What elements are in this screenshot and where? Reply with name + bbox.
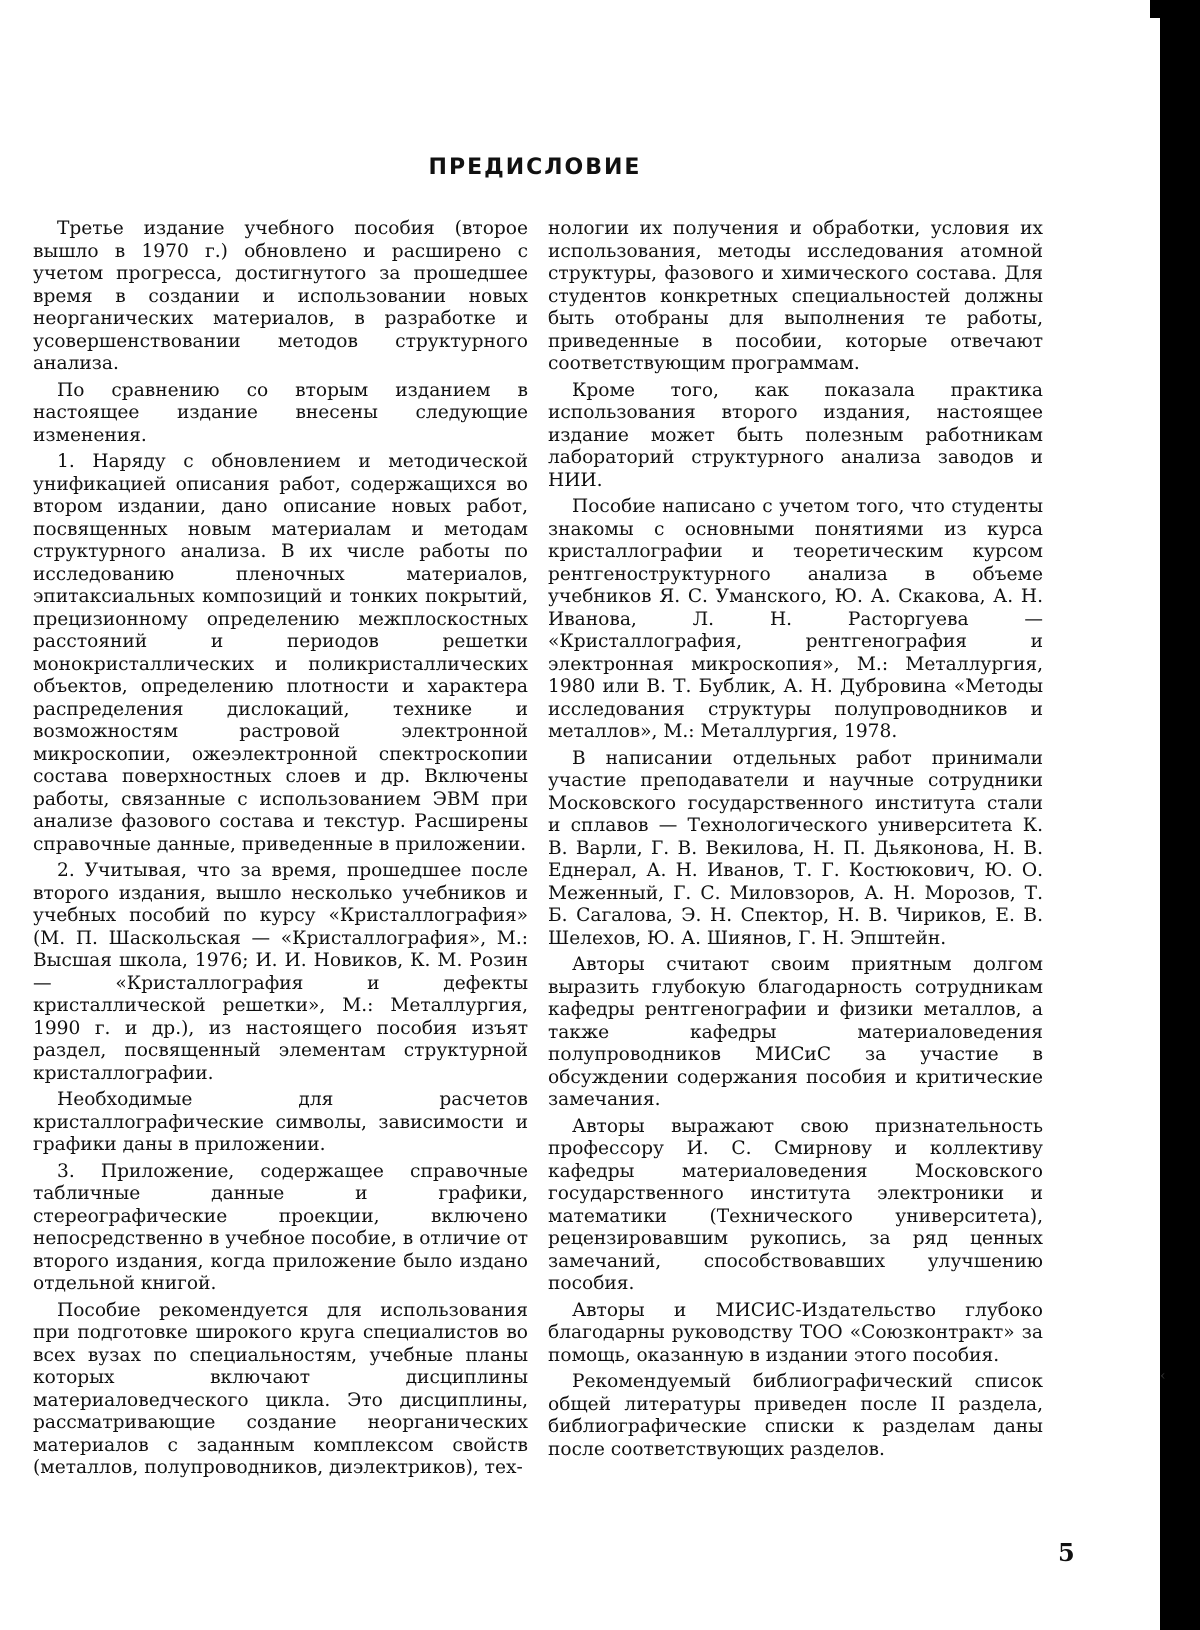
paragraph: Третье издание учебного пособия (второе вышло в 1970 г.) обновлено и расширено с учетом прогресса, достигнутого за прошедшее время в создании и использовании новых неорганических материалов, в разработке и усовершенствовании методов структурного анализа. <box>33 218 528 374</box>
paragraph: Пособие написано с учетом того, что студенты знакомы с основными понятиями из курса кристаллографии и теоретическим курсом рентгеноструктурного анализа в объеме учебников Я. С. Уманского, Ю. А. Скакова, А. Н. Иванова, Л. Н. Расторгуева — «Кристаллография, рентгенография и электронная микроскопия», М.: Металлургия, 1980 или В. Т. Бублик, А. Н. Дубровина «Методы исследования структуры полупроводников и металлов», М.: Металлургия, 1978. <box>548 496 1043 742</box>
paragraph: 2. Учитывая, что за время, прошедшее после второго издания, вышло несколько учебников и учебных пособий по курсу «Кристаллография» (М. П. Шаскольская — «Кристаллография», М.: Высшая школа, 1976; И. И. Новиков, К. М. Розин — «Кристаллография и дефекты кристаллической решетки», М.: Металлургия, 1990 г. и др.), из настоящего пособия изъят раздел, посвященный элементам структурной кристаллографии. <box>33 860 528 1084</box>
page-number: 5 <box>1058 1538 1075 1567</box>
paragraph-continuation: нологии их получения и обработки, условия их использования, методы исследования атомной структуры, фазового и химического состава. Для студентов конкретных специальностей должны быть отобраны для выполнения те работы, приведенные в пособии, которые отвечают соответствующим программам. <box>548 218 1043 374</box>
margin-mark: ‹ <box>1160 1368 1166 1384</box>
paragraph: В написании отдельных работ принимали участие преподаватели и научные сотрудники Московского государственного института стали и сплавов — Технологического университета К. В. Варли, Г. В. Векилова, Н. П. Дьяконова, Н. В. Еднерал, А. Н. Иванов, Т. Г. Костюкович, Ю. О. Меженный, Г. С. Миловзоров, А. Н. Морозов, Т. Б. Сагалова, Э. Н. Спектор, Н. В. Чириков, Е. В. Шелехов, Ю. А. Шиянов, Г. Н. Эпштейн. <box>548 747 1043 949</box>
paragraph: Рекомендуемый библиографический список общей литературы приведен после II раздела, библиографические списки к разделам даны после соответствующих разделов. <box>548 1371 1043 1460</box>
paragraph: Необходимые для расчетов кристаллографические символы, зависимости и графики даны в приложении. <box>33 1089 528 1155</box>
paragraph: Авторы и МИСИС-Издательство глубоко благодарны руководству ТОО «Союзконтракт» за помощь, оказанную в издании этого пособия. <box>548 1299 1043 1366</box>
right-column <box>548 218 1043 1465</box>
paragraph: Авторы считают своим приятным долгом выразить глубокую благодарность сотрудникам кафедры рентгенографии и физики металлов, а также кафедры материаловедения полупроводников МИСиС за участие в обсуждении содержания пособия и критические замечания. <box>548 954 1043 1110</box>
page-title: ПРЕДИСЛОВИЕ <box>428 154 642 180</box>
scan-edge-notch <box>1150 0 1160 18</box>
scan-edge-bar <box>1160 0 1200 1630</box>
paragraph: 1. Наряду с обновлением и методической унификацией описания работ, содержащихся во втором издании, дано описание новых работ, посвященных новым материалам и методам структурного анализа. В их числе работы по исследованию пленочных материалов, эпитаксиальных композиций и тонких покрытий, прецизионному определению межплоскостных расстояний и периодов решетки монокристаллических и поликристаллических объектов, определению плотности и характера распределения дислокаций, технике и возможностям растровой электронной микроскопии, ожеэлектронной спектроскопии состава поверхностных слоев и др. Включены работы, связанные с использованием ЭВМ при анализе фазового состава и текстур. Расширены справочные данные, приведенные в приложении. <box>33 451 528 855</box>
paragraph: Пособие рекомендуется для использования при подготовке широкого круга специалистов во всех вузах по специальностям, учебные планы которых включают дисциплины материаловедческого цикла. Это дисциплины, рассматривающие создание неорганических материалов с заданным комплексом свойств (металлов, полупроводников, диэлектриков), тех- <box>33 1299 528 1478</box>
paragraph: Кроме того, как показала практика использования второго издания, настоящее издание может быть полезным работникам лабораторий структурного анализа заводов и НИИ. <box>548 379 1043 491</box>
paragraph: Авторы выражают свою признательность профессору И. С. Смирнову и коллективу кафедры материаловедения Московского государственного института электроники и математики (Технического университета), рецензировавшим рукопись, за ряд ценных замечаний, способствовавших улучшению пособия. <box>548 1115 1043 1294</box>
left-column <box>33 218 528 1484</box>
paragraph: 3. Приложение, содержащее справочные табличные данные и графики, стереографические проекции, включено непосредственно в учебное пособие, в отличие от второго издания, когда приложение было издано отдельной книгой. <box>33 1160 528 1294</box>
paragraph: По сравнению со вторым изданием в настоящее издание внесены следующие изменения. <box>33 379 528 446</box>
